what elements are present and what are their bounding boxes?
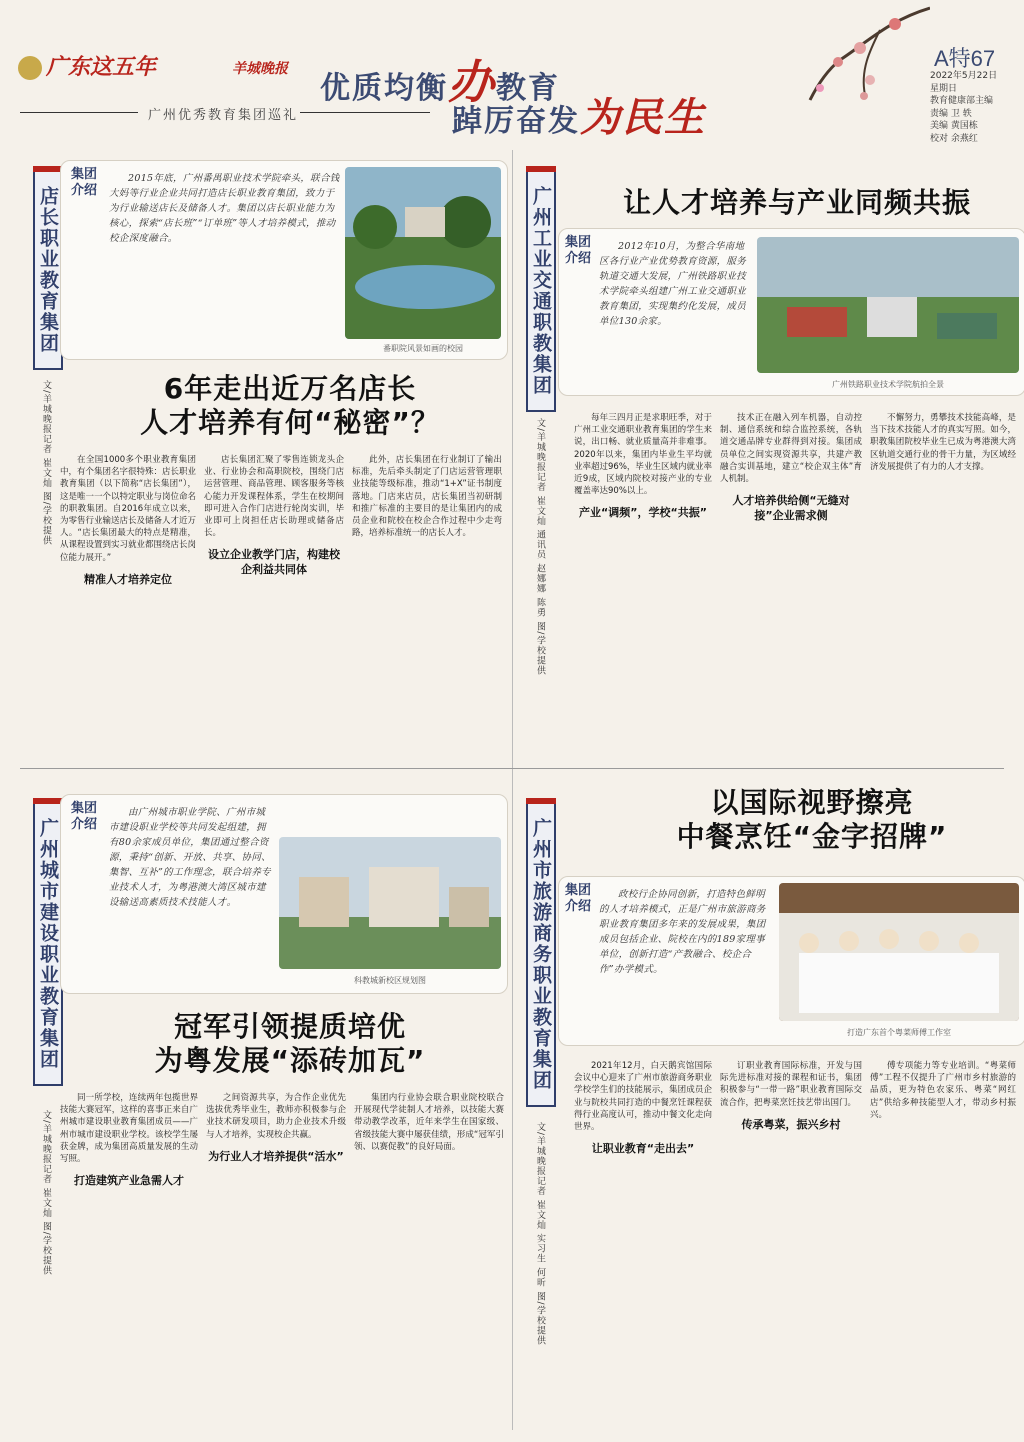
byline: 文/羊城晚报记者 崔文灿 通讯员 赵娜娜 陈勇 图/学校提供	[535, 418, 545, 676]
article-tourism-commerce	[512, 776, 1024, 1436]
intro-box	[558, 876, 1024, 1046]
series-logo: 广东这五年	[18, 50, 156, 81]
article-column-1: 在全国1000多个职业教育集团中，有个集团名字很特殊：店长职业教育集团（以下简称“店长集团”），这是唯一一个以特定职业与岗位命名的职教集团。自2016年成立以来，为零售行业输送店长及储备人才近万人。“店长集团最大的特点是精准，从课程设置到实习就业都围绕店长岗位能力展开。” 精准人才培养定位	[60, 455, 196, 586]
article-column-2: 技术正在融入列车机器，自动控制、通信系统和综合监控系统，各轨道交通品牌专业群得到对接。集团成员单位之间实现资源共享，共建产教融合实训基地，建立“校企双主体”育人机制。 人才培养供给侧“无缝对接”企业需求侧	[720, 413, 862, 523]
divider	[300, 112, 430, 113]
art-editor: 美编 黄国栋	[930, 121, 978, 131]
subheading: 让职业教育“走出去”	[591, 1142, 695, 1156]
headline: 冠军引领提质培优 为粤发展“添砖加瓦”	[154, 1010, 426, 1077]
article-column-2: 店长集团汇聚了零售连锁龙头企业、行业协会和高职院校，围绕门店运营管理、商品管理、顾客服务等核心能力开发课程体系，学生在校期间即可进入合作门店进行轮岗实训，毕业即可上岗担任店长助理或储备店长。 设立企业教学门店，构建校企利益共同体	[204, 455, 344, 577]
masthead	[0, 0, 1024, 144]
article-column-2: 之间资源共享，为合作企业优先选拔优秀毕业生，教师亦积极参与企业技术研发项目，助力企业技术升级与人才培养，实现校企共赢。 为行业人才培养提供“活水”	[206, 1093, 346, 1163]
headline: 让人才培养与产业同频共振	[622, 186, 971, 219]
article-column-3: 集团内行业协会联合职业院校联合开展现代学徒制人才培养，以技能大赛带动教学改革，近年来学生在国家级、省级技能大赛中屡获佳绩，形成“冠军引领、以赛促教”的良好局面。	[354, 1093, 504, 1152]
campus-photo	[345, 167, 501, 339]
intro-label: 集团介绍	[71, 801, 98, 832]
photo-caption: 广州铁路职业技术学院航拍全景	[832, 380, 944, 389]
article-column-3: 此外，店长集团在行业制订了输出标准，先后牵头制定了门店运营管理职业技能等级标准，推动“1+X”证书制度落地。门店来店员，店长集团当初研制和推广标准的主要目的是让集团内的成员企业和院校在校企合作过程中少走弯路，培养标准统一的店长人才。	[352, 455, 502, 539]
dept: 教育健康部主编	[930, 96, 994, 106]
intro-text: 由广州城市职业学院、广州市城市建设职业学校等共同发起组建，拥有80余家成员单位，集团通过整合资源，秉持“创新、开放、共享、协同、集智、互补”的工作理念，联合培养专业技术人才，为粤港澳大湾区城市建设输送高素质技术技能人才。	[109, 807, 271, 908]
article-column-1: 每年三四月正是求职旺季，对于广州工业交通职业教育集团的学生来说，出口畅、就业质量高并非难事。2020年以来，集团内毕业生平均就业率超过96%，毕业生区域内就业率近9成，区域内院校对接产业的专业覆盖率达90%以上。 产业“调频”，学校“共振”	[574, 413, 712, 520]
divider	[20, 112, 138, 113]
title-line-2: 踔厉奋发为民生	[452, 94, 706, 141]
chefs-group-photo	[779, 883, 1019, 1021]
proofreader: 校对 余燕红	[930, 133, 978, 144]
headline: 6年走出近万名店长 人才培养有何“秘密”？	[140, 372, 440, 439]
article-urban-construction	[0, 776, 512, 1436]
photo-caption: 打造广东首个粤菜师傅工作室	[847, 1028, 951, 1037]
section-tag: 店长职业教育集团	[33, 170, 63, 370]
subheading: 人才培养供给侧“无缝对接”企业需求侧	[732, 494, 850, 523]
campus-aerial-photo	[757, 237, 1019, 373]
intro-text: 2015年底，广州番禺职业技术学院牵头，联合钱大妈等行业企业共同打造店长职业教育集团，致力于为行业输送店长及储备人才。集团以店长职业能力为核心，探索“店长班”“订单班”等人才培养模式，推动校企深度融合。	[109, 173, 340, 244]
editor: 责编 卫 轶	[930, 108, 972, 119]
article-column-2: 订职业教育国际标准，开发与国际先进标准对接的课程和证书，集团积极参与“一带一路”职业教育国际交流合作，把粤菜烹饪技艺带出国门。 传承粤菜，振兴乡村	[720, 1061, 862, 1131]
article-store-manager	[0, 128, 512, 768]
intro-box	[60, 794, 508, 994]
section-tag: 广州市旅游商务职业教育集团	[526, 802, 556, 1107]
section-tag: 广州城市建设职业教育集团	[33, 802, 63, 1086]
campus-render-photo	[279, 837, 501, 969]
plum-blossom-decoration	[800, 0, 930, 128]
subheading: 设立企业教学门店，构建校企利益共同体	[208, 548, 340, 577]
subheading: 产业“调频”，学校“共振”	[579, 506, 707, 520]
section-tag: 广州工业交通职教集团	[526, 170, 556, 412]
subheading: 打造建筑产业急需人才	[74, 1174, 184, 1188]
issue-date: 2022年5月22日	[930, 71, 998, 81]
intro-label: 集团介绍	[71, 167, 98, 198]
newspaper-logo: 羊城晚报	[232, 61, 288, 77]
subheading: 精准人才培养定位	[84, 572, 172, 586]
page-number: A特67	[934, 46, 996, 71]
party-emblem-icon	[18, 56, 42, 80]
subheading: 传承粤菜，振兴乡村	[741, 1117, 841, 1131]
intro-text: 2012年10月，为整合华南地区各行业产业优势教育资源，服务轨道交通大发展，广州铁路职业技术学院牵头组建广州工业交通职业教育集团，实现集约化发展，成员单位130余家。	[599, 241, 747, 327]
byline: 文/羊城晚报记者 崔文灿 实习生 何昕 图/学校提供	[535, 1122, 545, 1346]
intro-box	[60, 160, 508, 360]
article-industry-transport	[512, 128, 1024, 768]
intro-label: 集团介绍	[565, 883, 592, 914]
byline: 文/羊城晚报记者 崔文灿 图/学校提供	[41, 1110, 51, 1276]
intro-box	[558, 228, 1024, 396]
article-column-1: 2021年12月，白天鹅宾馆国际会议中心迎来了广州市旅游商务职业学校学生们的技能展示，集团成员企业与院校共同打造的中餐烹饪课程获得行业高度认可，推动中餐文化走向世界。 让职业教育“走出去”	[574, 1061, 712, 1156]
issue-weekday: 星期日	[930, 83, 958, 94]
headline: 以国际视野擦亮 中餐烹饪“金字招牌”	[676, 786, 948, 853]
subheading: 为行业人才培养提供“活水”	[208, 1149, 344, 1163]
article-column-3: 傅专项能力等专业培训。“粤菜师傅”工程不仅提升了广州市乡村旅游的品质，更为特色农家乐、粤菜“网红店”供给多种技能型人才，带动乡村振兴。	[870, 1061, 1016, 1120]
title-line-1: 优质均衡办教育	[320, 55, 560, 109]
photo-caption: 科教城新校区规划图	[354, 976, 426, 985]
intro-label: 集团介绍	[565, 235, 592, 266]
photo-caption: 番职院风景如画的校园	[383, 344, 463, 353]
article-column-3: 不懈努力，勇攀技术技能高峰，是当下技术技能人才的真实写照。如今，职教集团院校毕业生已成为粤港澳大湾区轨道交通行业的骨干力量，为区域经济发展提供了有力的人才支撑。	[870, 413, 1016, 472]
section-divider	[20, 768, 1004, 769]
tour-label: 广州优秀教育集团巡礼	[148, 108, 299, 123]
intro-text: 政校行企协同创新，打造特色鲜明的人才培养模式，正是广州市旅游商务职业教育集团多年来的发展成果，集团成员包括企业、院校在内的189家理事单位，创新打造“产教融合、校企合作”办学模式。	[599, 889, 766, 975]
byline: 文/羊城晚报记者 崔文灿 图/学校提供	[41, 380, 51, 546]
article-column-1: 同一所学校，连续两年包揽世界技能大赛冠军，这样的喜事正来自广州城市建设职业教育集团成员——广州市城市建设职业学校。该校学生屡获金牌，成为集团高质量发展的生动写照。 打造建筑产业急需人才	[60, 1093, 198, 1188]
